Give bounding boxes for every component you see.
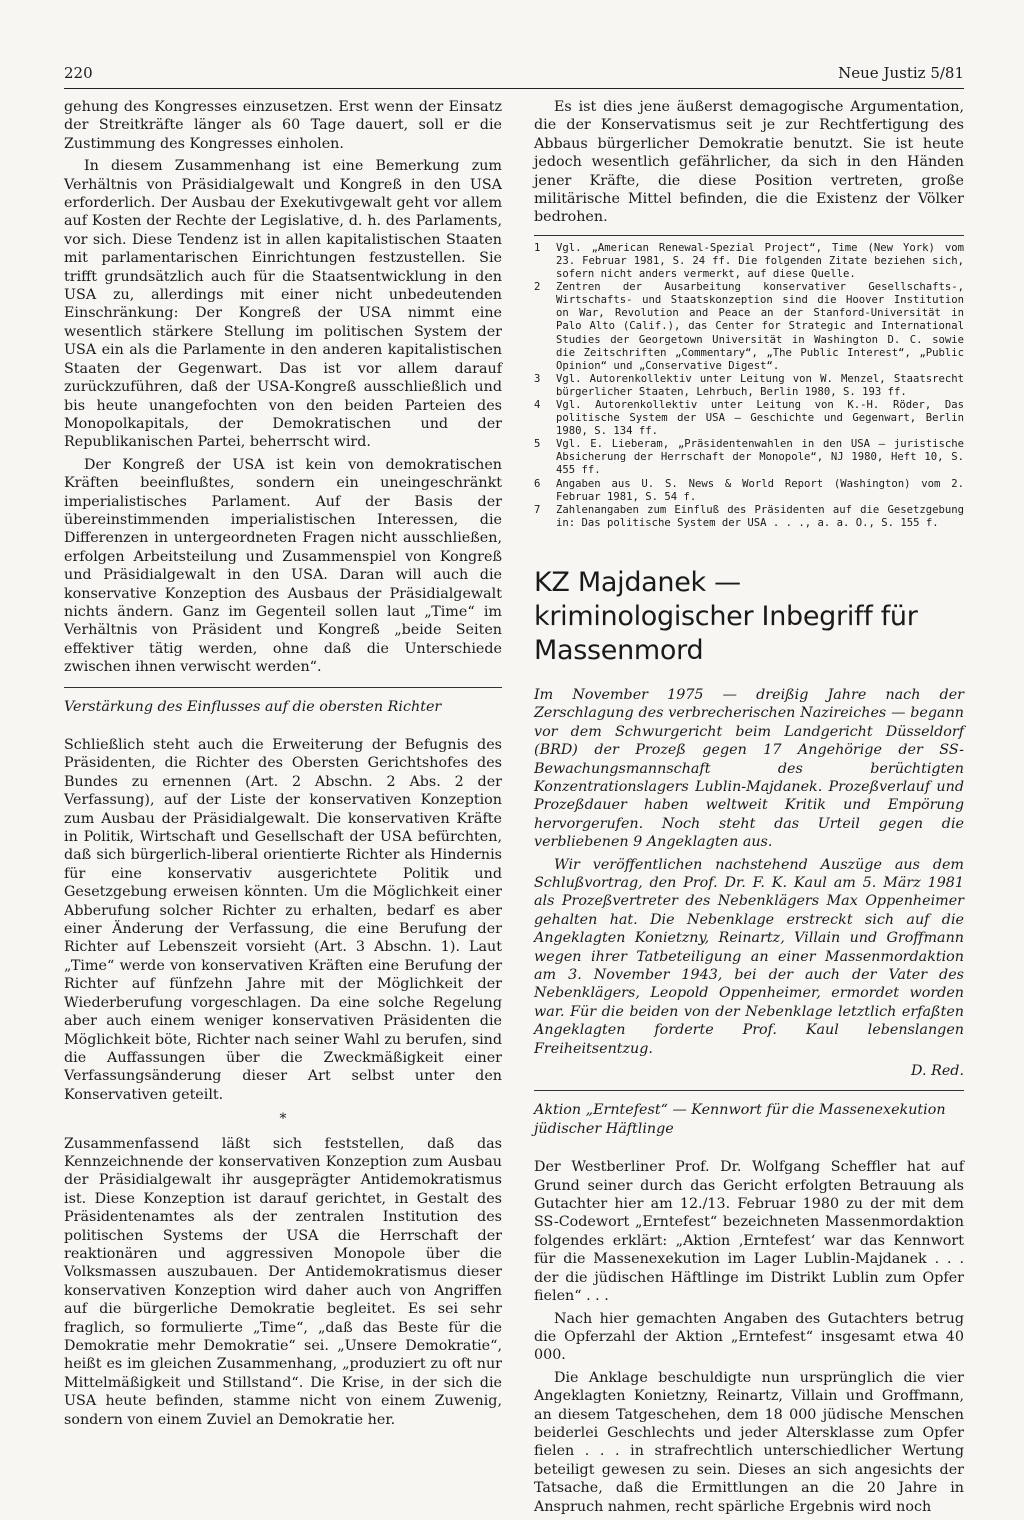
paragraph: Nach hier gemachten Angaben des Gutachters betrug die Opferzahl der Aktion „Erntefest“ insgesamt etwa 40 000. bbox=[534, 1310, 964, 1364]
footnote bbox=[534, 478, 964, 504]
lead-paragraph: Wir veröffentlichen nachstehend Auszüge aus dem Schlußvortrag, den Prof. Dr. F. K. Kaul am 5. März 1981 als Prozeßvertreter des Nebenklägers Max Oppenheimer gehalten hat. Die Nebenklage erstreckt sich auf die Angeklagten Konietzny, Reinartz, Villain und Groffmann wegen ihrer Tatbeteiligung an einer Massenmordaktion am 3. November 1943, bei der auch der Vater des Nebenklägers, Leopold Oppenheimer, ermordet worden war. Für die beiden von der Nebenklage letztlich erfaßten Angeklagten forderte Prof. Kaul lebenslangen Freiheitsentzug. bbox=[534, 856, 964, 1057]
footnote-number: 1 bbox=[534, 241, 541, 254]
paragraph: Es ist dies jene äußerst demagogische Argumentation, die der Konservatismus seit je zur Rechtfertigung des Abbaus bürgerlicher Demokratie benutzt. Sie ist heute jedoch wesentlich gefährlicher, da sich in den Händen jener Kräfte, die diese Position vertreten, große militärische Mittel befinden, die die Existenz der Völker bedrohen. bbox=[534, 99, 964, 226]
subheading: Verstärkung des Einflusses auf die obersten Richter bbox=[64, 698, 442, 715]
footnote-divider bbox=[534, 235, 964, 236]
right-column bbox=[534, 98, 964, 1520]
left-column bbox=[64, 98, 502, 1433]
footnote-number: 3 bbox=[534, 372, 541, 385]
footnote-text: Vgl. „American Renewal-Spezial Project“, Time (New York) vom 23. Februar 1981, S. 24 ff. Die folgenden Zitate beziehen sich, sofern nicht anders vermerkt, auf diese Quelle. bbox=[556, 241, 964, 281]
section-divider bbox=[534, 1090, 964, 1091]
footnote-text: Vgl. Autorenkollektiv unter Leitung von W. Menzel, Staatsrecht bürgerlicher Staaten, Lehrbuch, Berlin 1980, S. 193 ff. bbox=[556, 372, 964, 398]
footnote-text: Vgl. Autorenkollektiv unter Leitung von K.-H. Röder, Das politische System der USA – Geschichte und Gegenwart, Berlin 1980, S. 134 ff. bbox=[556, 398, 964, 438]
article-title bbox=[534, 566, 964, 668]
footnote-number: 7 bbox=[534, 503, 541, 516]
editor-signature: D. Red. bbox=[911, 1063, 964, 1080]
footnote bbox=[534, 281, 964, 373]
footnote bbox=[534, 242, 964, 281]
paragraph: Der Kongreß der USA ist kein von demokratischen Kräften beeinflußtes, sondern ein uneingeschränkt imperialistisches Parlament. Auf der Basis der übereinstimmenden imperialistischen Interessen, die Differenzen in untergeordneten Fragen nicht ausschließen, erfolgen Arbeitsteilung und Zusammenspiel von Kongreß und Präsidialgewalt in den USA. Daran will auch die konservative Konzeption des Ausbaus der Präsidialgewalt nichts ändern. Ganz im Gegenteil sollen laut „Time“ im Verhältnis von Präsident und Kongreß „beide Seiten effektiver tätig werden, ohne daß die Unterschiede zwischen ihnen verwischt werden“. bbox=[64, 456, 502, 676]
section-divider bbox=[64, 687, 502, 688]
footnote-number: 5 bbox=[534, 438, 541, 451]
footnote-text: Zentren der Ausarbeitung konservativer Gesellschafts-, Wirtschafts- und Staatskonzeption sind die Hoover Institution on War, Revolution and Peace an der Stanford-Universität in Palo Alto (Calif.), das Center for Strategic and International Studies der Georgetown Universität in Washington D. C. sowie die Zeitschriften „Commentary“, „The Public Interest“, „Public Opinion“ und „Conservative Digest“. bbox=[556, 281, 964, 372]
paragraph: gehung des Kongresses einzusetzen. Erst wenn der Einsatz der Streitkräfte länger als 60 Tage dauert, soll er die Zustimmung des Kongresses einholen. bbox=[64, 99, 502, 152]
footnote-text: Angaben aus U. S. News & World Report (Washington) vom 2. Februar 1981, S. 54 f. bbox=[556, 477, 964, 503]
footnote-number: 4 bbox=[534, 398, 541, 411]
article-title-line2: kriminologischer Inbegriff für Massenmord bbox=[534, 600, 918, 666]
footnote-text: Zahlenangaben zum Einfluß des Präsidenten auf die Gesetzgebung in: Das politische System der USA . . ., a. a. O., S. 155 f. bbox=[556, 503, 964, 529]
footnote-number: 2 bbox=[534, 281, 541, 294]
footnote bbox=[534, 373, 964, 399]
subheading: Aktion „Erntefest“ — Kennwort für die Massenexekution jüdischer Häftlinge bbox=[534, 1102, 946, 1137]
lead-paragraph: Im November 1975 — dreißig Jahre nach der Zerschlagung des verbrecherischen Nazireiches — begann vor dem Schwurgericht beim Landgericht Düsseldorf (BRD) der Prozeß gegen 17 Angehörige der SS-Bewachungsmannschaft des berüchtigten Konzentrationslagers Lublin-Majdanek. Prozeßverlauf und Prozeßdauer haben weltweit Kritik und Empörung hervorgerufen. Noch steht das Urteil gegen die verbliebenen 9 Angeklagten aus. bbox=[534, 686, 964, 851]
paragraph: Schließlich steht auch die Erweiterung der Befugnis des Präsidenten, die Richter des Obersten Gerichtshofes des Bundes zu ernennen (Art. 2 Abschn. 2 Abs. 2 der Verfassung), auf der Liste der konservativen Konzeption zum Ausbau der Präsidialgewalt. Die konservativen Kräfte in Politik, Wirtschaft und Gesellschaft der USA befürchten, daß sich bürgerlich-liberal orientierte Richter als Hindernis für eine konservativ ausgerichtete Politik und Gesetzgebung erweisen könnten. Um die Möglichkeit einer Abberufung solcher Richter zu erhalten, bedarf es aber einer Änderung der Verfassung, die eine Berufung der Richter auf Lebenszeit vorsieht (Art. 3 Abschn. 1). Laut „Time“ werde von konservativen Kräften eine Berufung der Richter auf fünfzehn Jahre mit der Möglichkeit der Wiederberufung vorgeschlagen. Da eine solche Regelung aber auch einem weniger konservativen Präsidenten die Möglichkeit böte, Richter nach seiner Wahl zu berufen, sind die Auffassungen über die Zweckmäßigkeit einer Verfassungsänderung dieser Art selbst unter den Konservativen geteilt. bbox=[64, 737, 502, 1103]
header-rule bbox=[64, 88, 964, 89]
paragraph: Die Anklage beschuldigte nun ursprünglich die vier Angeklagten Konietzny, Reinartz, Villain und Groffmann, an diesem Tatgeschehen, dem 18 000 jüdische Menschen beiderlei Geschlechts und jeder Altersklasse zum Opfer fielen . . . in strafrechtlich unterschiedlicher Wertung beteiligt gewesen zu sein. Dieses an sich angesichts der Tatsache, daß die Ermittlungen an die 20 Jahre in Anspruch nahmen, recht spärliche Ergebnis wird noch bbox=[534, 1369, 964, 1515]
footnote bbox=[534, 504, 964, 530]
paragraph: Zusammenfassend läßt sich feststellen, daß das Kennzeichnende der konservativen Konzeption zum Ausbau der Präsidialgewalt ihr ausgeprägter Antidemokratismus ist. Diese Konzeption ist darauf gerichtet, in Gestalt des Präsidentenamtes als der zentralen Institution des politischen Systems der USA die Herrschaft der reaktionären und aggressiven Monopole über die Volksmassen auszubauen. Der Antidemokratismus dieser konservativen Konzeption wird daher auch von Angriffen auf die bürgerliche Demokratie begleitet. Es sei sehr fraglich, so formulierte „Time“, „daß das Beste für die Demokratie mehr Demokratie“ sei. „Unsere Demokratie“, heißt es im gleichen Zusammenhang, „produziert zu oft nur Mittelmäßigkeit und Stillstand“. Die Krise, in der sich die USA heute befinden, stamme nicht von einem Zuwenig, sondern von einem Zuviel an Demokratie her. bbox=[64, 1135, 502, 1428]
footnote-text: Vgl. E. Lieberam, „Präsidentenwahlen in den USA – juristische Absicherung der Herrschaft der Monopole“, NJ 1980, Heft 10, S. 455 ff. bbox=[556, 438, 964, 477]
footnote bbox=[534, 438, 964, 477]
page-header bbox=[64, 64, 964, 86]
journal-issue: Neue Justiz 5/81 bbox=[838, 64, 964, 82]
footnote-number: 6 bbox=[534, 477, 541, 490]
editorial-lead bbox=[534, 686, 964, 1058]
page-number: 220 bbox=[64, 64, 93, 82]
article-title-line1: KZ Majdanek — bbox=[534, 566, 741, 598]
footnote bbox=[534, 399, 964, 438]
footnotes bbox=[534, 242, 964, 530]
paragraph: Der Westberliner Prof. Dr. Wolfgang Scheffler hat auf Grund seiner durch das Gericht erfolgten Betrauung als Gutachter hier am 12./13. Februar 1980 zu der mit dem SS-Codewort „Erntefest“ bezeichneten Massenmordaktion folgendes erklärt: „Aktion ‚Erntefest‘ war das Kennwort für die Massenexekution im Lager Lublin-Majdanek . . . der die jüdischen Häftlinge im Distrikt Lublin zum Opfer fielen“ . . . bbox=[534, 1159, 964, 1305]
section-asterisk: * bbox=[279, 1111, 287, 1128]
paragraph: In diesem Zusammenhang ist eine Bemerkung zum Verhältnis von Präsidialgewalt und Kongreß in den USA erforderlich. Der Ausbau der Exekutivgewalt geht vor allem auf Kosten der Rechte der Legislative, d. h. des Parlaments, vor sich. Diese Tendenz ist in allen kapitalistischen Staaten mit parlamentarischen Einrichtungen festzustellen. Sie trifft grundsätzlich auch für die Staatsentwicklung in den USA zu, allerdings mit einer nicht unbedeutenden Einschränkung: Der Kongreß der USA nimmt eine wesentlich stärkere Stellung im politischen System der USA ein als die Parlamente in den anderen kapitalistischen Staaten der Gegenwart. Das ist vor allem darauf zurückzuführen, daß der USA-Kongreß ausschließlich und bis heute unangefochten von den beiden Parteien des Monopolkapitals, der Demokratischen und der Republikanischen Partei, beherrscht wird. bbox=[64, 158, 502, 451]
